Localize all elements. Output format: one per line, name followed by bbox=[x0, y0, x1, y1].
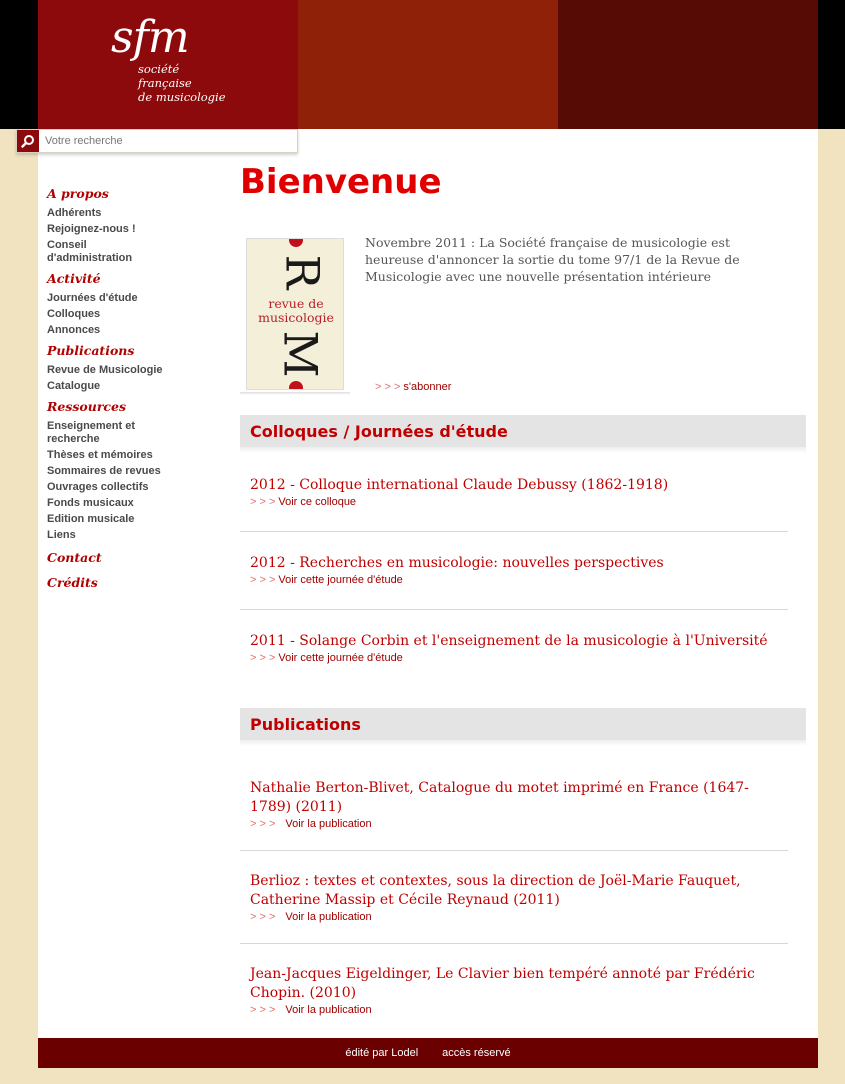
publication-link[interactable] bbox=[250, 910, 788, 924]
link-arrows: > > > bbox=[250, 1004, 276, 1016]
search-icon bbox=[21, 134, 35, 148]
publication-item bbox=[250, 965, 788, 1017]
colloque-item bbox=[250, 632, 788, 665]
sidebar-head-credits[interactable]: Crédits bbox=[47, 575, 98, 590]
sidebar-item-enseignement[interactable]: Enseignement et recherche bbox=[47, 420, 136, 445]
search-input[interactable] bbox=[45, 132, 295, 150]
cover-dot-top bbox=[289, 238, 303, 247]
publication-link-label: Voir la publication bbox=[285, 911, 372, 923]
publication-title[interactable]: Berlioz : textes et contextes, sous la direction de Joël-Marie Fauquet, Catherine Massip et Cécile Reynaud (2011) bbox=[250, 873, 741, 908]
colloque-link-label: Voir ce colloque bbox=[278, 496, 357, 508]
sidebar-section-ressources bbox=[47, 399, 217, 542]
sidebar-item-annonces[interactable]: Annonces bbox=[47, 324, 101, 336]
sidebar-head-ressources[interactable]: Ressources bbox=[47, 399, 127, 414]
divider bbox=[240, 850, 788, 851]
section-publications-title: Publications bbox=[250, 715, 361, 734]
sidebar-item-sommaires[interactable]: Sommaires de revues bbox=[47, 465, 161, 477]
divider bbox=[240, 531, 788, 532]
link-arrows: > > > bbox=[250, 818, 276, 830]
logo-line-1: société bbox=[138, 62, 180, 76]
section-publications-header bbox=[240, 708, 806, 740]
colloque-link[interactable] bbox=[250, 573, 788, 587]
colloque-title[interactable]: 2011 - Solange Corbin et l'enseignement de la musicologie à l'Université bbox=[250, 633, 768, 649]
sidebar-head-activite[interactable]: Activité bbox=[47, 271, 101, 286]
sidebar-section-apropos bbox=[47, 186, 217, 265]
cover-title-line-2: musicologie bbox=[258, 310, 334, 325]
subscribe-label: s'abonner bbox=[403, 381, 452, 393]
link-arrows: > > > bbox=[250, 496, 276, 508]
publication-title[interactable]: Nathalie Berton-Blivet, Catalogue du motet imprimé en France (1647-1789) (2011) bbox=[250, 780, 749, 815]
sidebar-item-adherents[interactable]: Adhérents bbox=[47, 207, 102, 219]
logo-mark: sfm bbox=[111, 12, 189, 63]
header-band-right bbox=[558, 0, 818, 129]
sidebar-head-apropos[interactable]: A propos bbox=[47, 186, 109, 201]
logo-line-3: de musicologie bbox=[138, 90, 226, 104]
sidebar-item-theses[interactable]: Thèses et mémoires bbox=[47, 449, 153, 461]
sidebar-item-ouvrages[interactable]: Ouvrages collectifs bbox=[47, 481, 149, 493]
cover-letter-r: R bbox=[275, 254, 330, 290]
sidebar-item-edition[interactable]: Edition musicale bbox=[47, 513, 135, 525]
cover-title-line-1: revue de bbox=[268, 296, 324, 311]
link-arrows: > > > bbox=[250, 911, 276, 923]
logo-line-2: française bbox=[138, 76, 192, 90]
colloque-link[interactable] bbox=[250, 495, 788, 509]
revue-cover-image[interactable] bbox=[246, 238, 344, 390]
sidebar-item-catalogue[interactable]: Catalogue bbox=[47, 380, 101, 392]
colloque-link[interactable] bbox=[250, 651, 788, 665]
cover-dot-bottom bbox=[289, 381, 303, 390]
sidebar-head-publications[interactable]: Publications bbox=[47, 343, 135, 358]
cover-shadow bbox=[240, 392, 350, 395]
cover-letter-m: M bbox=[273, 330, 328, 378]
section-fade bbox=[240, 447, 806, 453]
publication-link-label: Voir la publication bbox=[285, 818, 372, 830]
sidebar-item-revue[interactable]: Revue de Musicologie bbox=[47, 364, 163, 376]
link-arrows: > > > bbox=[250, 652, 276, 664]
sidebar-item-conseil[interactable]: Conseil d'administration bbox=[47, 239, 133, 264]
colloque-link-label: Voir cette journée d'étude bbox=[278, 574, 403, 586]
header-band-middle bbox=[298, 0, 558, 129]
site-logo[interactable] bbox=[38, 0, 298, 129]
sidebar-item-rejoignez[interactable]: Rejoignez-nous ! bbox=[47, 223, 136, 235]
divider bbox=[240, 609, 788, 610]
colloque-item bbox=[250, 476, 788, 509]
link-arrows: > > > bbox=[250, 574, 276, 586]
search-box bbox=[16, 129, 298, 153]
page-title: Bienvenue bbox=[240, 162, 442, 202]
publication-item bbox=[250, 872, 788, 924]
section-fade bbox=[240, 740, 806, 746]
footer-edited-link[interactable]: édité par Lodel bbox=[345, 1047, 419, 1059]
sidebar-item-journees[interactable]: Journées d'étude bbox=[47, 292, 138, 304]
colloque-title[interactable]: 2012 - Colloque international Claude Debussy (1862-1918) bbox=[250, 477, 669, 493]
sidebar-section-activite bbox=[47, 271, 217, 337]
publication-link-label: Voir la publication bbox=[285, 1004, 372, 1016]
divider bbox=[240, 943, 788, 944]
sidebar-head-contact[interactable]: Contact bbox=[47, 550, 102, 565]
colloque-title[interactable]: 2012 - Recherches en musicologie: nouvelles perspectives bbox=[250, 555, 664, 571]
footer-access-link[interactable]: accès réservé bbox=[442, 1047, 511, 1059]
publication-item bbox=[250, 779, 788, 831]
section-colloques-header bbox=[240, 415, 806, 447]
publication-link[interactable] bbox=[250, 817, 788, 831]
logo-subtitle bbox=[138, 62, 226, 104]
search-button[interactable] bbox=[17, 130, 39, 152]
sidebar-item-fonds[interactable]: Fonds musicaux bbox=[47, 497, 134, 509]
news-text: Novembre 2011 : La Société française de musicologie est heureuse d'annoncer la sortie du tome 97/1 de la Revue de Musicologie avec une nouvelle présentation intérieure bbox=[365, 235, 740, 284]
sidebar-nav bbox=[47, 186, 217, 591]
publication-title[interactable]: Jean-Jacques Eigeldinger, Le Clavier bien tempéré annoté par Frédéric Chopin. (2010) bbox=[250, 966, 755, 1001]
header bbox=[0, 0, 845, 129]
link-arrows: > > > bbox=[375, 381, 401, 393]
colloque-link-label: Voir cette journée d'étude bbox=[278, 652, 403, 664]
colloque-item bbox=[250, 554, 788, 587]
section-colloques-title: Colloques / Journées d'étude bbox=[250, 422, 508, 441]
sidebar-item-liens[interactable]: Liens bbox=[47, 529, 76, 541]
publication-link[interactable] bbox=[250, 1003, 788, 1017]
footer bbox=[38, 1038, 818, 1068]
subscribe-link[interactable] bbox=[375, 380, 451, 394]
sidebar-section-publications bbox=[47, 343, 217, 393]
sidebar-item-colloques[interactable]: Colloques bbox=[47, 308, 101, 320]
